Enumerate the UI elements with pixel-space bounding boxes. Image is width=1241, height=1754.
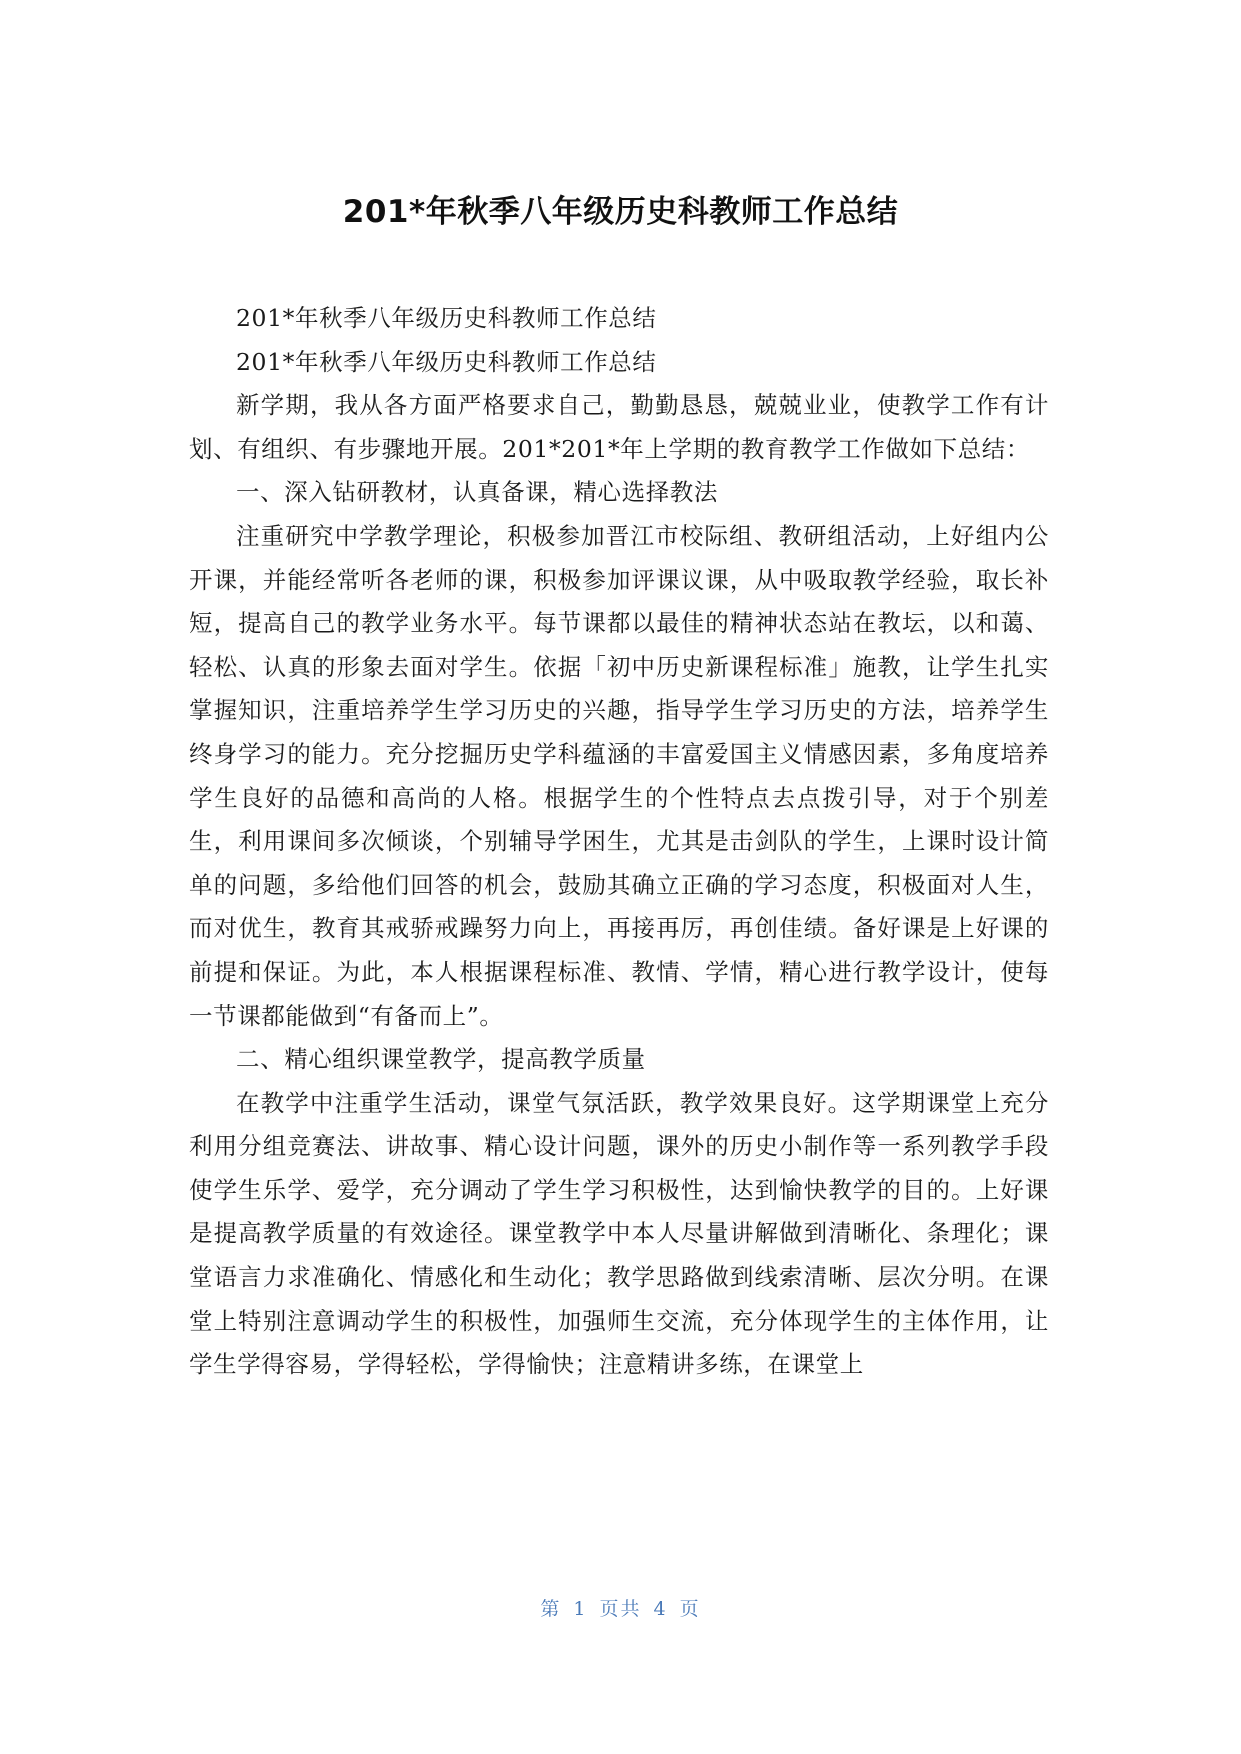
- document-body: [189, 297, 1049, 1387]
- footer-total-pages: 4: [653, 1598, 668, 1620]
- paragraph-section-1: 注重研究中学教学理论，积极参加晋江市校际组、教研组活动，上好组内公开课，并能经常听各老师的课，积极参加评课议课，从中吸取教学经验，取长补短，提高自己的教学业务水平。每节课都以最佳的精神状态站在教坛，以和蔼、轻松、认真的形象去面对学生。依据「初中历史新课程标准」施教，让学生扎实掌握知识，注重培养学生学习历史的兴趣，指导学生学习历史的方法，培养学生终身学习的能力。充分挖掘历史学科蕴涵的丰富爱国主义情感因素，多角度培养学生良好的品德和高尚的人格。根据学生的个性特点去点拨引导，对于个别差生，利用课间多次倾谈，个别辅导学困生，尤其是击剑队的学生，上课时设计简单的问题，多给他们回答的机会，鼓励其确立正确的学习态度，积极面对人生，而对优生，教育其戒骄戒躁努力向上，再接再厉，再创佳绩。备好课是上好课的前提和保证。为此，本人根据课程标准、教情、学情，精心进行教学设计，使每一节课都能做到“有备而上”。: [189, 521, 1049, 1030]
- paragraph-intro: 新学期，我从各方面严格要求自己，勤勤恳恳，兢兢业业，使教学工作有计划、有组织、有步骤地开展。201*201*年上学期的教育教学工作做如下总结：: [189, 391, 1049, 463]
- footer-middle: 页共: [599, 1598, 642, 1620]
- section-heading-1: 一、深入钻研教材，认真备课，精心选择教法: [236, 478, 718, 507]
- footer-prefix: 第: [540, 1598, 562, 1620]
- paragraph-section-2: 在教学中注重学生活动，课堂气氛活跃，教学效果良好。这学期课堂上充分利用分组竞赛法、讲故事、精心设计问题，课外的历史小制作等一系列教学手段使学生乐学、爱学，充分调动了学生学习积极性，达到愉快教学的目的。上好课是提高教学质量的有效途径。课堂教学中本人尽量讲解做到清晰化、条理化；课堂语言力求准确化、情感化和生动化；教学思路做到线索清晰、层次分明。在课堂上特别注意调动学生的积极性，加强师生交流，充分体现学生的主体作用，让学生学得容易，学得轻松，学得愉快；注意精讲多练，在课堂上: [189, 1088, 1049, 1379]
- paragraph-subtitle-2: 201*年秋季八年级历史科教师工作总结: [236, 347, 657, 376]
- document-title: 201*年秋季八年级历史科教师工作总结: [342, 194, 899, 230]
- paragraph-subtitle-1: 201*年秋季八年级历史科教师工作总结: [236, 304, 657, 332]
- footer-suffix: 页: [679, 1598, 701, 1620]
- section-heading-2: 二、精心组织课堂教学，提高教学质量: [236, 1045, 646, 1074]
- page-footer: [0, 1594, 1241, 1621]
- footer-page-number: 1: [573, 1598, 588, 1620]
